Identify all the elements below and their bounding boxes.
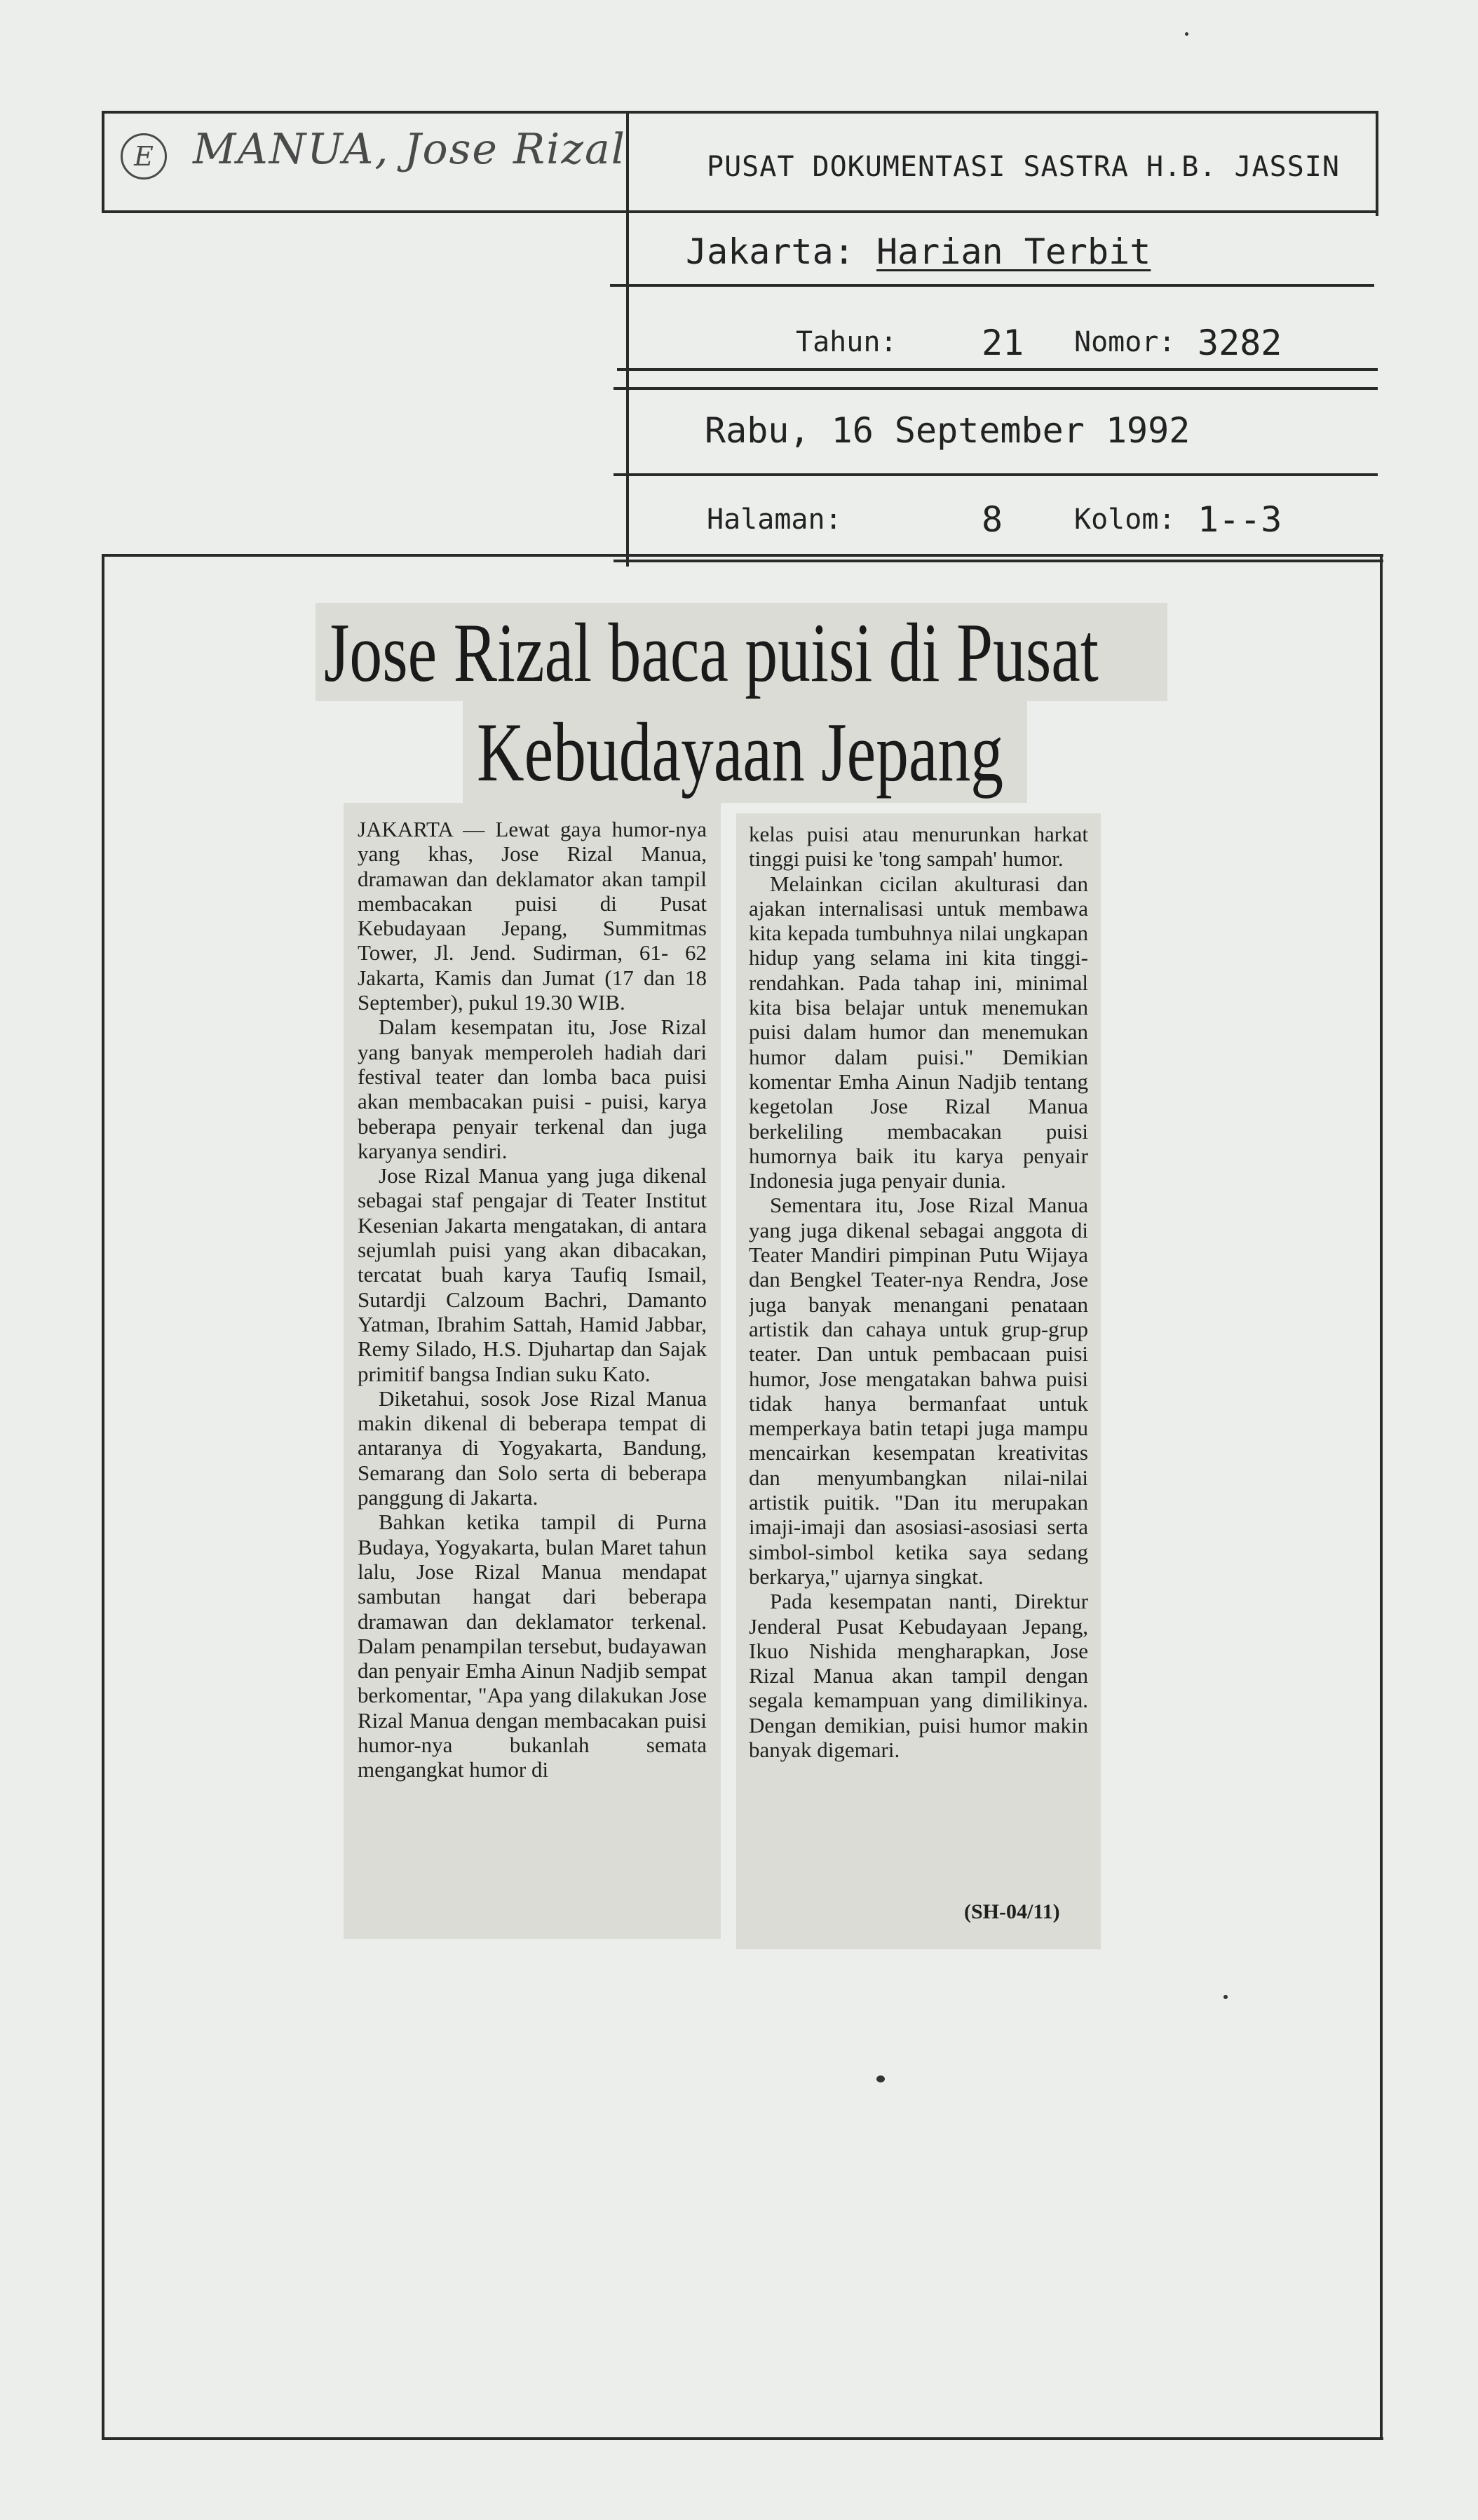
handwritten-note: MANUA, Jose Rizal [193, 125, 626, 174]
form-row-line-3 [617, 368, 1378, 371]
nomor-value: 3282 [1198, 323, 1282, 363]
issue-date: Rabu, 16 September 1992 [705, 410, 1191, 451]
article-column-1 [358, 817, 707, 1932]
paper-speck [1185, 32, 1188, 36]
frame-top-line [102, 554, 1383, 557]
halaman-label: Halaman: [707, 503, 842, 536]
place-label: Jakarta: [686, 231, 855, 272]
tahun-value: 21 [982, 323, 1024, 363]
article-credit: (SH-04/11) [964, 1900, 1060, 1923]
column-2-paragraph-3: Sementara itu, Jose Rizal Manua yang juga dikenal sebagai anggota di Teater Mandiri pimpinan Putu Wijaya dan Bengkel Teater-nya Rendra, Jose juga banyak menangani penataan artistik dan cahaya untuk grup-grup teater. Dan untuk pembacaan puisi humor, Jose mengatakan bahwa puisi tidak hanya bermanfaat untuk memperkaya batin tetapi juga mampu mencairkan kesempatan kreativitas dan menyumbangkan nilai-nilai artistik puitik. "Dan itu merupakan imaji-imaji dan asosiasi-asosiasi serta simbol-simbol ketika saya sedang berkarya," ujarnya singkat. [749, 1193, 1088, 1589]
form-row-line-1 [102, 210, 1378, 213]
kolom-value: 1--3 [1198, 499, 1282, 540]
form-row-line-4 [613, 387, 1378, 390]
handwritten-circle-mark: E [121, 133, 167, 179]
column-2-paragraph-2: Melainkan cicilan akulturasi dan ajakan internalisasi untuk membawa kita kepada tumbuhnya nilai ungkapan hidup yang selama ini kita tinggi-rendahkan. Pada tahap ini, minimal kita bisa belajar untuk menemukan puisi dalam humor dan menemukan humor dalam puisi." Demikian komentar Emha Ainun Nadjib tentang kegetolan Jose Rizal Manua berkeliling membacakan puisi humornya baik itu karya penyair Indonesia juga penyair dunia. [749, 871, 1088, 1193]
halaman-value: 8 [982, 499, 1003, 540]
frame-right-line [1380, 554, 1383, 2440]
kolom-label: Kolom: [1074, 503, 1176, 536]
nomor-label: Nomor: [1074, 326, 1176, 358]
tahun-label: Tahun: [796, 326, 897, 358]
paper-speck [876, 2075, 885, 2082]
column-2-paragraph-4: Pada kesempatan nanti, Direktur Jenderal Pusat Kebudayaan Jepang, Ikuo Nishida mengharapkan, Jose Rizal Manua akan tampil dengan segala kemampuan yang dimilikinya. Dengan demikian, puisi humor makin banyak digemari. [749, 1589, 1088, 1762]
form-right-vertical [1376, 111, 1378, 216]
paper-speck [1223, 1995, 1228, 1999]
form-row-line-2 [610, 284, 1374, 287]
form-left-vertical [102, 111, 104, 210]
headline-line-1: Jose Rizal baca puisi di Pusat [324, 606, 1099, 699]
publication-name: Harian Terbit [876, 231, 1151, 272]
frame-bottom-line [102, 2437, 1383, 2440]
column-1-paragraph-2: Dalam kesempatan itu, Jose Rizal yang banyak memperoleh hadiah dari festival teater dan lomba baca puisi akan membacakan puisi - puisi, karya beberapa penyair terkenal dan juga karyanya sendiri. [358, 1015, 707, 1163]
form-row-line-6 [613, 560, 1383, 562]
article-column-2 [749, 822, 1088, 1895]
frame-left-line [102, 554, 104, 2440]
column-1-paragraph-5: Bahkan ketika tampil di Purna Budaya, Yogyakarta, bulan Maret tahun lalu, Jose Rizal Manua mendapat sambutan hangat dari beberapa dramawan dan deklamator terkenal. Dalam penampilan tersebut, budayawan dan penyair Emha Ainun Nadjib sempat berkomentar, "Apa yang dilakukan Jose Rizal Manua dengan membacakan puisi humor-nya bukanlah semata mengangkat humor di [358, 1510, 707, 1782]
column-1-paragraph-3: Jose Rizal Manua yang juga dikenal sebagai staf pengajar di Teater Institut Kesenian Jakarta mengatakan, di antara sejumlah puisi yang akan dibacakan, tercatat buah karya Taufiq Ismail, Sutardji Calzoum Bachri, Damanto Yatman, Ibrahim Sattah, Hamid Jabbar, Remy Silado, H.S. Djuhartap dan Sajak primitif bangsa Indian suku Kato. [358, 1163, 707, 1386]
headline-line-2: Kebudayaan Jepang [477, 705, 1004, 799]
column-1-paragraph-1: JAKARTA — Lewat gaya humor-nya yang khas, Jose Rizal Manua, dramawan dan deklamator akan tampil membacakan puisi di Pusat Kebudayaan Jepang, Summitmas Tower, Jl. Jend. Sudirman, 61- 62 Jakarta, Kamis dan Jumat (17 dan 18 September), pukul 19.30 WIB. [358, 817, 707, 1015]
column-2-paragraph-1: kelas puisi atau menurunkan harkat tinggi puisi ke 'tong sampah' humor. [749, 822, 1088, 872]
form-middle-vertical [626, 111, 629, 567]
column-1-paragraph-4: Diketahui, sosok Jose Rizal Manua makin dikenal di beberapa tempat di antaranya di Yogyakarta, Bandung, Semarang dan Solo serta di beberapa panggung di Jakarta. [358, 1386, 707, 1510]
institution-name: PUSAT DOKUMENTASI SASTRA H.B. JASSIN [707, 151, 1340, 183]
form-row-line-5 [613, 473, 1378, 476]
form-top-line [102, 111, 1378, 114]
